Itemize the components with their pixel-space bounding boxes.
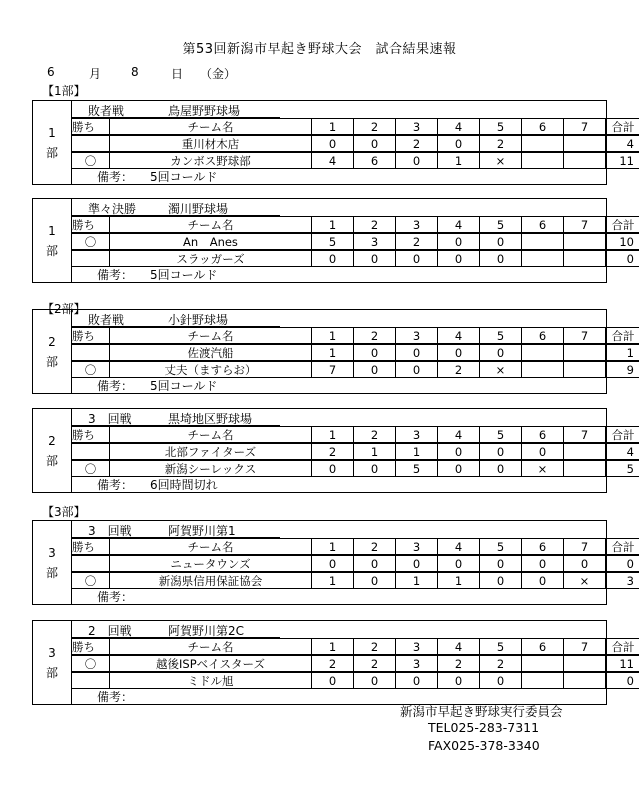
header-cell-i6: 7 bbox=[563, 538, 606, 555]
inning-score: 0 bbox=[437, 233, 480, 250]
venue-label: 阿賀野川第1 bbox=[168, 524, 236, 538]
inning-score: 0 bbox=[437, 460, 480, 477]
inning-score bbox=[563, 135, 606, 152]
division-number: 3 bbox=[48, 545, 56, 560]
header-cell-i3: 4 bbox=[437, 638, 480, 655]
inning-score: 2 bbox=[395, 233, 438, 250]
note-value: 5回コールド bbox=[150, 170, 218, 184]
note-label: 備考： bbox=[97, 478, 134, 492]
inning-score: 0 bbox=[521, 555, 564, 572]
team-name: カンボス野球部 bbox=[109, 152, 312, 169]
footer-fax: FAX025-378-3340 bbox=[428, 738, 540, 753]
header-cell-i1: 2 bbox=[353, 216, 396, 233]
team-row bbox=[72, 460, 634, 477]
venue-label: 阿賀野川第2C bbox=[168, 624, 245, 638]
header-cell-i2: 3 bbox=[395, 538, 438, 555]
inning-score: 4 bbox=[311, 152, 354, 169]
game-header bbox=[72, 521, 606, 538]
inning-score: 2 bbox=[311, 443, 354, 460]
inning-score bbox=[563, 361, 606, 378]
team-name: 佐渡汽船 bbox=[109, 344, 312, 361]
inning-score: × bbox=[563, 572, 606, 589]
division-unit: 部 bbox=[45, 354, 58, 369]
team-row bbox=[72, 655, 634, 672]
total-score: 1 bbox=[605, 344, 639, 361]
date-month-unit: 月 bbox=[89, 67, 102, 81]
header-cell-i5: 6 bbox=[521, 216, 564, 233]
venue-label: 小針野球場 bbox=[168, 313, 229, 327]
header-cell-total: 合計 bbox=[605, 216, 639, 233]
team-row bbox=[72, 443, 634, 460]
header-cell-i4: 5 bbox=[479, 538, 522, 555]
game-table bbox=[32, 198, 635, 283]
header-cell-i0: 1 bbox=[311, 327, 354, 344]
header-cell-i2: 3 bbox=[395, 118, 438, 135]
inning-score bbox=[521, 655, 564, 672]
header-cell-total: 合計 bbox=[605, 538, 639, 555]
inning-score: 2 bbox=[479, 135, 522, 152]
win-mark bbox=[71, 555, 110, 572]
team-row bbox=[72, 135, 634, 152]
total-score: 11 bbox=[605, 655, 639, 672]
note-value: 5回コールド bbox=[150, 268, 218, 282]
header-cell-i0: 1 bbox=[311, 216, 354, 233]
inning-score: 0 bbox=[437, 672, 480, 689]
footer-org: 新潟市早起き野球実行委員会 bbox=[400, 704, 563, 719]
division-unit: 部 bbox=[45, 453, 58, 468]
inning-score: 0 bbox=[479, 443, 522, 460]
game-table bbox=[32, 520, 635, 605]
header-cell-i1: 2 bbox=[353, 638, 396, 655]
header-cell-i2: 3 bbox=[395, 327, 438, 344]
total-score: 4 bbox=[605, 135, 639, 152]
header-cell-name: チーム名 bbox=[109, 638, 312, 655]
header-cell-i3: 4 bbox=[437, 118, 480, 135]
header-cell-i3: 4 bbox=[437, 327, 480, 344]
header-cell-i1: 2 bbox=[353, 118, 396, 135]
inning-score bbox=[521, 135, 564, 152]
column-header-row bbox=[72, 638, 635, 655]
header-cell-i2: 3 bbox=[395, 216, 438, 233]
total-score: 5 bbox=[605, 460, 639, 477]
column-header-row bbox=[72, 426, 635, 443]
note-label: 備考： bbox=[97, 690, 134, 704]
inning-score: 2 bbox=[479, 655, 522, 672]
team-name: ミドル旭 bbox=[109, 672, 312, 689]
inning-score bbox=[521, 233, 564, 250]
inning-score: 1 bbox=[437, 572, 480, 589]
note-value: 6回時間切れ bbox=[150, 478, 218, 492]
team-row bbox=[72, 344, 634, 361]
header-cell-total: 合計 bbox=[605, 327, 639, 344]
division-unit: 部 bbox=[45, 665, 58, 680]
game-header bbox=[72, 101, 606, 118]
header-cell-i5: 6 bbox=[521, 327, 564, 344]
inning-score: 6 bbox=[353, 152, 396, 169]
header-cell-name: チーム名 bbox=[109, 216, 312, 233]
note-row bbox=[72, 378, 606, 395]
note-label: 備考： bbox=[97, 170, 134, 184]
venue-label: 濁川野球場 bbox=[168, 202, 229, 216]
round-label: 準々決勝 bbox=[88, 202, 137, 216]
inning-score bbox=[521, 152, 564, 169]
date-weekday: （金） bbox=[200, 67, 237, 81]
header-cell-i1: 2 bbox=[353, 538, 396, 555]
inning-score: 0 bbox=[479, 250, 522, 267]
inning-score: 0 bbox=[563, 555, 606, 572]
inning-score: 0 bbox=[437, 344, 480, 361]
inning-score: × bbox=[521, 460, 564, 477]
inning-score: 0 bbox=[311, 555, 354, 572]
total-score: 11 bbox=[605, 152, 639, 169]
inning-score: 0 bbox=[311, 135, 354, 152]
inning-score: 1 bbox=[395, 443, 438, 460]
inning-score: 1 bbox=[311, 572, 354, 589]
division-marker bbox=[33, 409, 72, 492]
header-cell-i0: 1 bbox=[311, 538, 354, 555]
note-value: 5回コールド bbox=[150, 379, 218, 393]
inning-score bbox=[563, 152, 606, 169]
inning-score: 0 bbox=[353, 460, 396, 477]
team-row bbox=[72, 572, 634, 589]
note-label: 備考： bbox=[97, 268, 134, 282]
total-score: 9 bbox=[605, 361, 639, 378]
note-label: 備考： bbox=[97, 379, 134, 393]
column-header-row bbox=[72, 118, 635, 135]
inning-score: 3 bbox=[353, 233, 396, 250]
header-cell-i3: 4 bbox=[437, 426, 480, 443]
inning-score: 2 bbox=[437, 361, 480, 378]
division-unit: 部 bbox=[45, 243, 58, 258]
inning-score: 0 bbox=[395, 555, 438, 572]
division-number: 3 bbox=[48, 645, 56, 660]
inning-score: 0 bbox=[479, 344, 522, 361]
header-cell-i4: 5 bbox=[479, 426, 522, 443]
team-name: 越後ISPベイスターズ bbox=[109, 655, 312, 672]
division-number: 1 bbox=[48, 223, 56, 238]
total-score: 0 bbox=[605, 250, 639, 267]
division-unit: 部 bbox=[45, 565, 58, 580]
inning-score: 0 bbox=[395, 250, 438, 267]
note-row bbox=[72, 589, 606, 606]
header-cell-i5: 6 bbox=[521, 638, 564, 655]
inning-score bbox=[563, 672, 606, 689]
inning-score: 0 bbox=[479, 672, 522, 689]
inning-score: 2 bbox=[395, 135, 438, 152]
header-cell-win: 勝ち bbox=[71, 327, 110, 344]
header-cell-i6: 7 bbox=[563, 216, 606, 233]
inning-score: 0 bbox=[395, 152, 438, 169]
game-header bbox=[72, 310, 606, 327]
inning-score bbox=[521, 344, 564, 361]
header-cell-i4: 5 bbox=[479, 118, 522, 135]
inning-score: 0 bbox=[353, 672, 396, 689]
header-cell-i0: 1 bbox=[311, 118, 354, 135]
header-cell-i1: 2 bbox=[353, 426, 396, 443]
division-number: 1 bbox=[48, 125, 56, 140]
team-name: An Anes bbox=[109, 233, 312, 250]
total-score: 3 bbox=[605, 572, 639, 589]
team-name: 丈夫（ますらお） bbox=[109, 361, 312, 378]
header-cell-win: 勝ち bbox=[71, 638, 110, 655]
header-cell-i6: 7 bbox=[563, 118, 606, 135]
note-row bbox=[72, 477, 606, 494]
inning-score: 0 bbox=[437, 555, 480, 572]
inning-score: 0 bbox=[479, 460, 522, 477]
inning-score: 0 bbox=[353, 135, 396, 152]
column-header-row bbox=[72, 327, 635, 344]
header-cell-win: 勝ち bbox=[71, 216, 110, 233]
team-name: スラッガーズ bbox=[109, 250, 312, 267]
division-marker bbox=[33, 521, 72, 604]
inning-score: 0 bbox=[353, 572, 396, 589]
inning-score: 0 bbox=[395, 361, 438, 378]
inning-score bbox=[563, 655, 606, 672]
inning-score: 0 bbox=[479, 555, 522, 572]
date-day-unit: 日 bbox=[171, 67, 184, 81]
inning-score: 0 bbox=[311, 460, 354, 477]
header-cell-total: 合計 bbox=[605, 118, 639, 135]
header-cell-i5: 6 bbox=[521, 426, 564, 443]
game-table bbox=[32, 309, 635, 394]
division-label-3: 【3部】 bbox=[42, 505, 86, 519]
inning-score: 0 bbox=[353, 344, 396, 361]
header-cell-i2: 3 bbox=[395, 638, 438, 655]
venue-label: 黒埼地区野球場 bbox=[168, 412, 253, 426]
inning-score: 0 bbox=[353, 361, 396, 378]
header-cell-i3: 4 bbox=[437, 216, 480, 233]
team-row bbox=[72, 361, 634, 378]
inning-score: 0 bbox=[479, 572, 522, 589]
round-label: 2 回戦 bbox=[88, 624, 132, 638]
inning-score: 0 bbox=[353, 555, 396, 572]
division-label-2: 【2部】 bbox=[42, 302, 86, 316]
inning-score bbox=[521, 361, 564, 378]
inning-score bbox=[563, 460, 606, 477]
date-month: 6 bbox=[47, 65, 55, 79]
division-number: 2 bbox=[48, 433, 56, 448]
total-score: 0 bbox=[605, 672, 639, 689]
header-cell-win: 勝ち bbox=[71, 118, 110, 135]
team-name: ニュータウンズ bbox=[109, 555, 312, 572]
round-label: 敗者戦 bbox=[88, 104, 125, 118]
inning-score bbox=[521, 672, 564, 689]
team-row bbox=[72, 555, 634, 572]
header-cell-i5: 6 bbox=[521, 118, 564, 135]
header-cell-name: チーム名 bbox=[109, 118, 312, 135]
note-row bbox=[72, 169, 606, 186]
venue-label: 鳥屋野野球場 bbox=[168, 104, 241, 118]
team-row bbox=[72, 152, 634, 169]
win-mark: 〇 bbox=[71, 655, 110, 672]
division-marker bbox=[33, 199, 72, 282]
round-label: 3 回戦 bbox=[88, 524, 132, 538]
game-table bbox=[32, 100, 635, 185]
header-cell-total: 合計 bbox=[605, 638, 639, 655]
team-row bbox=[72, 233, 634, 250]
header-cell-win: 勝ち bbox=[71, 538, 110, 555]
win-mark bbox=[71, 443, 110, 460]
team-name: 新潟シーレックス bbox=[109, 460, 312, 477]
inning-score: 7 bbox=[311, 361, 354, 378]
team-name: 重川材木店 bbox=[109, 135, 312, 152]
team-name: 北部ファイターズ bbox=[109, 443, 312, 460]
inning-score: 3 bbox=[395, 655, 438, 672]
total-score: 0 bbox=[605, 555, 639, 572]
total-score: 10 bbox=[605, 233, 639, 250]
page-title: 第53回新潟市早起き野球大会 試合結果速報 bbox=[182, 42, 457, 57]
win-mark: 〇 bbox=[71, 152, 110, 169]
inning-score: 0 bbox=[521, 572, 564, 589]
header-cell-name: チーム名 bbox=[109, 327, 312, 344]
inning-score: 0 bbox=[395, 344, 438, 361]
header-cell-total: 合計 bbox=[605, 426, 639, 443]
inning-score: 1 bbox=[395, 572, 438, 589]
division-label-1: 【1部】 bbox=[42, 84, 86, 98]
round-label: 3 回戦 bbox=[88, 412, 132, 426]
total-score: 4 bbox=[605, 443, 639, 460]
win-mark bbox=[71, 672, 110, 689]
inning-score: 1 bbox=[353, 443, 396, 460]
inning-score: 0 bbox=[311, 250, 354, 267]
division-marker bbox=[33, 621, 72, 704]
inning-score: 0 bbox=[311, 672, 354, 689]
inning-score: 2 bbox=[311, 655, 354, 672]
game-header bbox=[72, 199, 606, 216]
win-mark bbox=[71, 344, 110, 361]
inning-score: 2 bbox=[437, 655, 480, 672]
header-cell-name: チーム名 bbox=[109, 426, 312, 443]
date-day: 8 bbox=[131, 65, 139, 79]
win-mark: 〇 bbox=[71, 572, 110, 589]
inning-score: 0 bbox=[437, 250, 480, 267]
header-cell-i6: 7 bbox=[563, 638, 606, 655]
inning-score: 0 bbox=[437, 443, 480, 460]
win-mark bbox=[71, 250, 110, 267]
column-header-row bbox=[72, 216, 635, 233]
header-cell-win: 勝ち bbox=[71, 426, 110, 443]
win-mark: 〇 bbox=[71, 233, 110, 250]
note-row bbox=[72, 267, 606, 284]
inning-score: 0 bbox=[353, 250, 396, 267]
team-name: 新潟県信用保証協会 bbox=[109, 572, 312, 589]
header-cell-i6: 7 bbox=[563, 327, 606, 344]
game-table bbox=[32, 408, 635, 493]
inning-score: 0 bbox=[437, 135, 480, 152]
team-row bbox=[72, 672, 634, 689]
note-label: 備考： bbox=[97, 590, 134, 604]
win-mark: 〇 bbox=[71, 361, 110, 378]
header-cell-i6: 7 bbox=[563, 426, 606, 443]
inning-score: 1 bbox=[437, 152, 480, 169]
inning-score: 5 bbox=[395, 460, 438, 477]
inning-score bbox=[521, 250, 564, 267]
game-table bbox=[32, 620, 635, 705]
inning-score: 5 bbox=[311, 233, 354, 250]
division-number: 2 bbox=[48, 334, 56, 349]
header-cell-i4: 5 bbox=[479, 327, 522, 344]
game-header bbox=[72, 621, 606, 638]
header-cell-i4: 5 bbox=[479, 216, 522, 233]
date-line bbox=[0, 65, 300, 81]
division-marker bbox=[33, 101, 72, 184]
header-cell-name: チーム名 bbox=[109, 538, 312, 555]
inning-score: 2 bbox=[353, 655, 396, 672]
division-marker bbox=[33, 310, 72, 393]
game-header bbox=[72, 409, 606, 426]
inning-score bbox=[563, 443, 606, 460]
header-cell-i2: 3 bbox=[395, 426, 438, 443]
inning-score bbox=[563, 344, 606, 361]
round-label: 敗者戦 bbox=[88, 313, 125, 327]
inning-score: 0 bbox=[521, 443, 564, 460]
header-cell-i3: 4 bbox=[437, 538, 480, 555]
header-cell-i0: 1 bbox=[311, 426, 354, 443]
header-cell-i1: 2 bbox=[353, 327, 396, 344]
win-mark bbox=[71, 135, 110, 152]
column-header-row bbox=[72, 538, 635, 555]
win-mark: 〇 bbox=[71, 460, 110, 477]
inning-score: × bbox=[479, 361, 522, 378]
header-cell-i4: 5 bbox=[479, 638, 522, 655]
inning-score: × bbox=[479, 152, 522, 169]
division-unit: 部 bbox=[45, 145, 58, 160]
inning-score bbox=[563, 250, 606, 267]
footer-tel: TEL025-283-7311 bbox=[428, 720, 540, 735]
header-cell-i5: 6 bbox=[521, 538, 564, 555]
team-row bbox=[72, 250, 634, 267]
inning-score: 1 bbox=[311, 344, 354, 361]
inning-score: 0 bbox=[395, 672, 438, 689]
header-cell-i0: 1 bbox=[311, 638, 354, 655]
inning-score: 0 bbox=[479, 233, 522, 250]
inning-score bbox=[563, 233, 606, 250]
